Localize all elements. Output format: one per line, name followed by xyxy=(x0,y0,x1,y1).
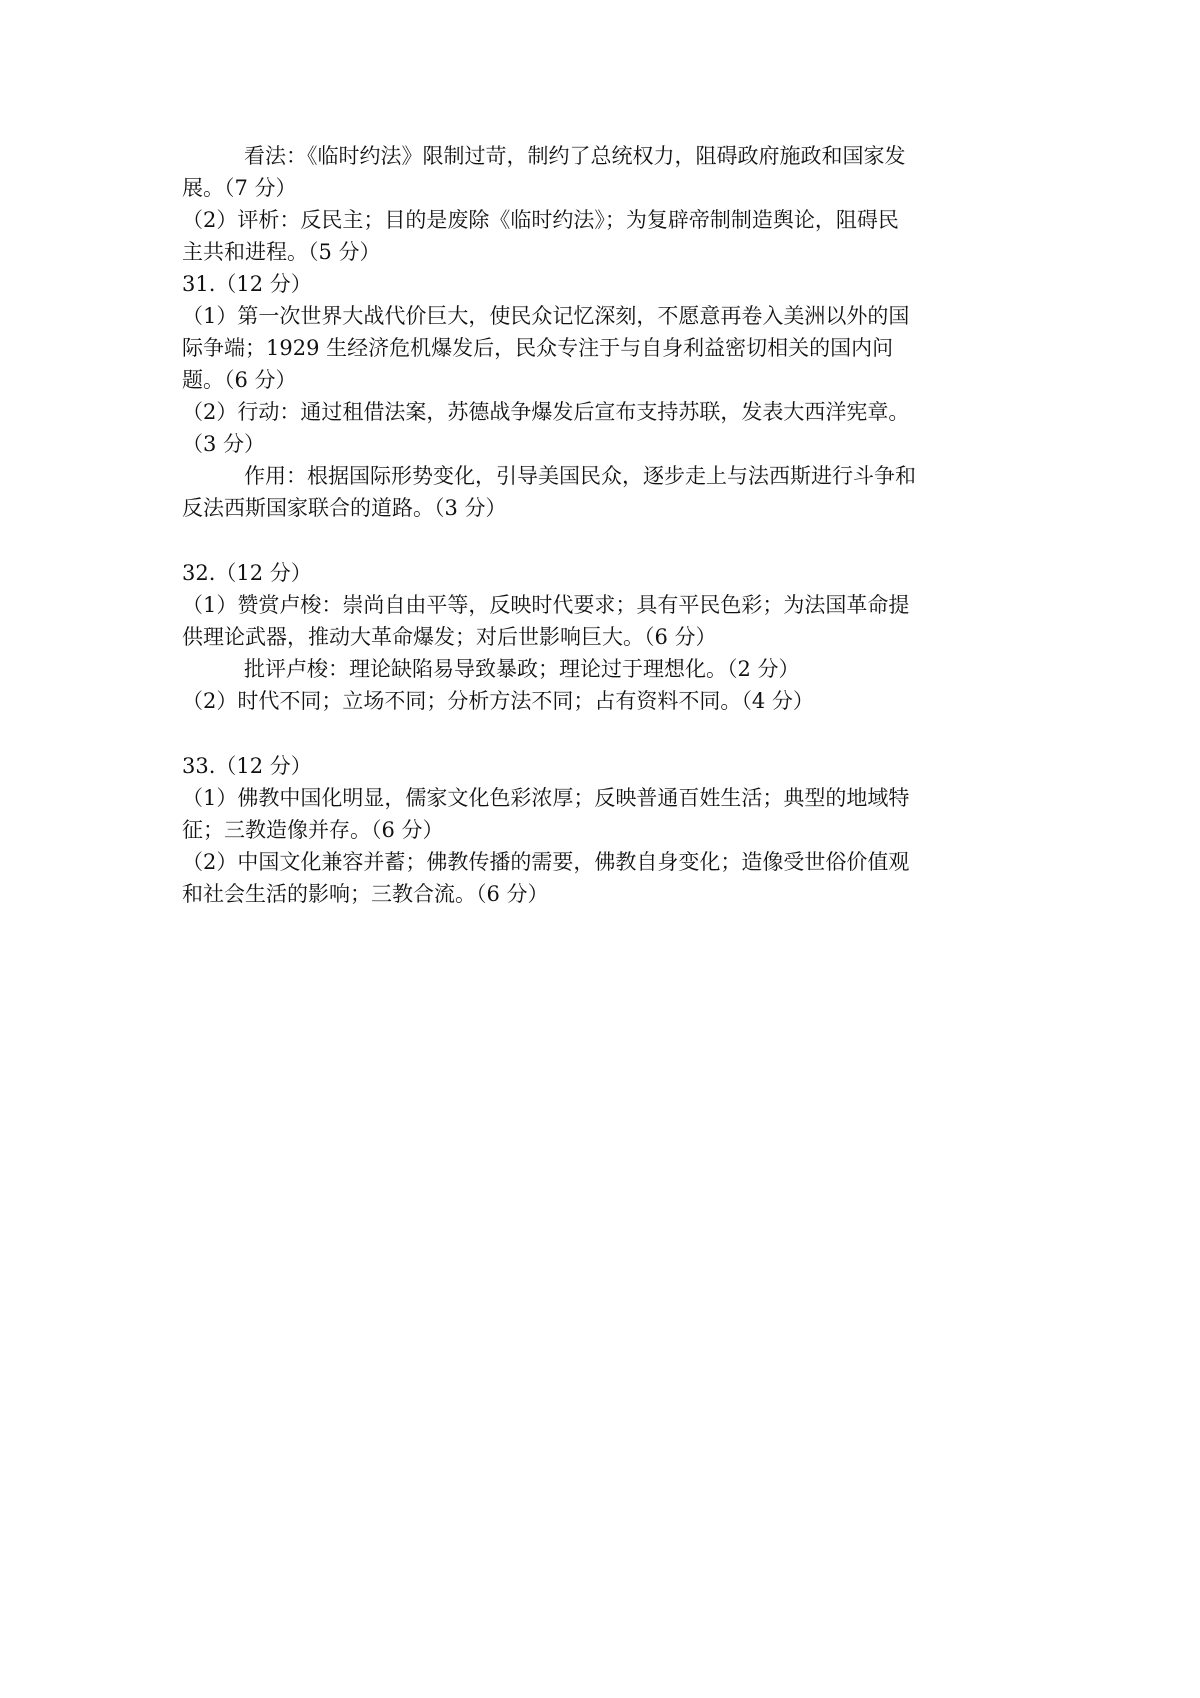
answer-key-text xyxy=(182,140,1022,910)
q33-part2-line-2: 和社会生活的影响；三教合流。（6 分） xyxy=(182,882,549,906)
q32-part1-line-1: （1）赞赏卢梭：崇尚自由平等，反映时代要求；具有平民色彩；为法国革命提 xyxy=(182,593,910,617)
q30-part2-line-2: 主共和进程。（5 分） xyxy=(182,240,381,264)
q31-part2-line-2: （3 分） xyxy=(182,432,266,456)
q33-part1-line-2: 征；三教造像并存。（6 分） xyxy=(182,818,444,842)
q33-part1-line-1: （1）佛教中国化明显，儒家文化色彩浓厚；反映普通百姓生活；典型的地域特 xyxy=(182,786,910,810)
q32-part2-line: （2）时代不同；立场不同；分析方法不同；占有资料不同。（4 分） xyxy=(182,689,814,713)
section-spacer xyxy=(182,717,1022,750)
q30-part2-line-1: （2）评析：反民主；目的是废除《临时约法》；为复辟帝制制造舆论，阻碍民 xyxy=(182,208,899,232)
q32-heading: 32.（12 分） xyxy=(182,561,312,585)
q31-part2-line-1: （2）行动：通过租借法案，苏德战争爆发后宣布支持苏联，发表大西洋宪章。 xyxy=(182,400,910,424)
q33-part2-line-1: （2）中国文化兼容并蓄；佛教传播的需要，佛教自身变化；造像受世俗价值观 xyxy=(182,850,910,874)
q31-effect-line-2: 反法西斯国家联合的道路。（3 分） xyxy=(182,496,507,520)
q31-effect-line-1: 作用：根据国际形势变化，引导美国民众，逐步走上与法西斯进行斗争和 xyxy=(244,464,916,488)
q31-heading: 31.（12 分） xyxy=(182,272,312,296)
q30-view-line-1: 看法：《临时约法》限制过苛，制约了总统权力，阻碍政府施政和国家发 xyxy=(244,144,906,168)
q31-part1-line-2: 际争端；1929 生经济危机爆发后，民众专注于与自身利益密切相关的国内问 xyxy=(182,336,894,360)
q31-part1-line-1: （1）第一次世界大战代价巨大，使民众记忆深刻，不愿意再卷入美洲以外的国 xyxy=(182,304,910,328)
section-spacer xyxy=(182,524,1022,557)
q32-critique-line: 批评卢梭：理论缺陷易导致暴政；理论过于理想化。（2 分） xyxy=(244,657,800,681)
q30-view-line-2: 展。（7 分） xyxy=(182,176,297,200)
q31-part1-line-3: 题。（6 分） xyxy=(182,368,297,392)
q32-part1-line-2: 供理论武器，推动大革命爆发；对后世影响巨大。（6 分） xyxy=(182,625,717,649)
q33-heading: 33.（12 分） xyxy=(182,754,312,778)
